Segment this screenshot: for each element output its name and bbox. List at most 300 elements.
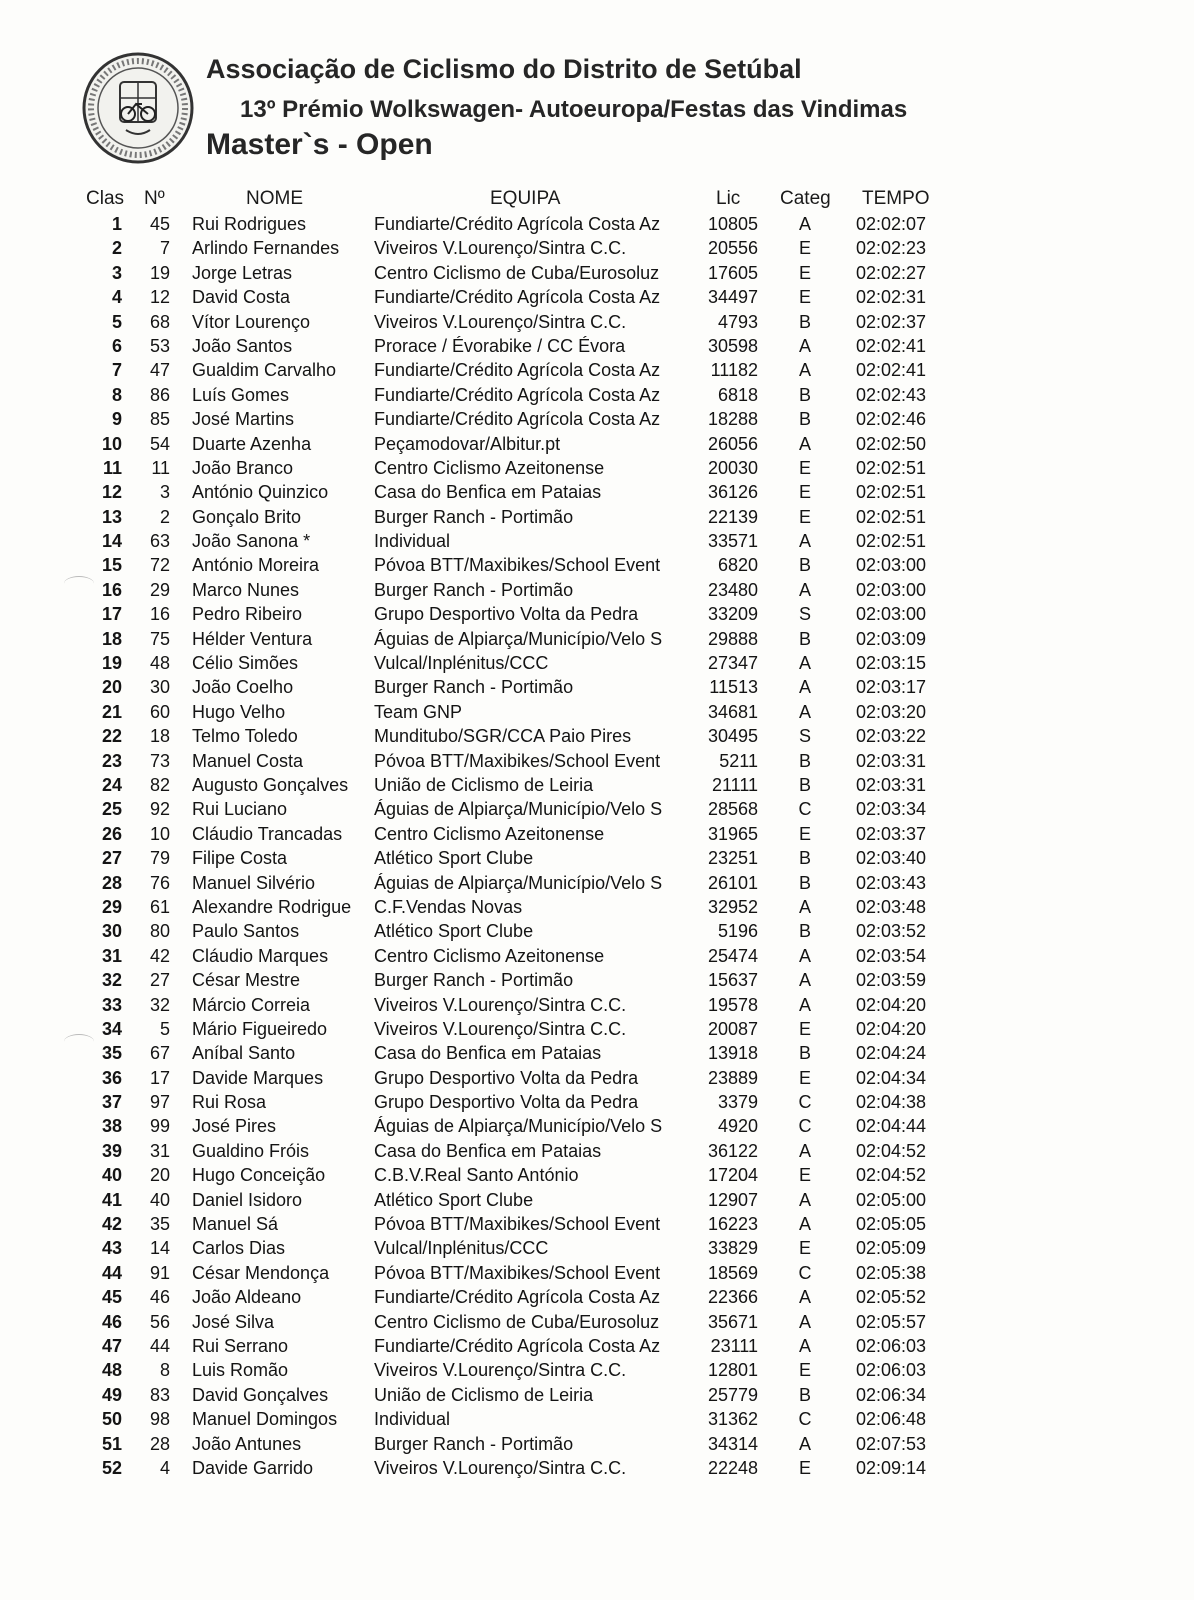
- table-row: [0, 919, 1194, 943]
- table-row: [0, 1261, 1194, 1285]
- cell-clas: 52: [101, 1457, 122, 1478]
- cell-equipa: Peçamodovar/Albitur.pt: [374, 433, 561, 454]
- table-row: [0, 700, 1194, 724]
- cell-tempo: 02:02:37: [856, 311, 927, 332]
- table-row: [0, 285, 1194, 309]
- cell-lic: 20087: [707, 1018, 758, 1039]
- cell-num: 20: [149, 1165, 170, 1186]
- cell-clas: 9: [111, 409, 122, 430]
- col-header-categ: Categ: [780, 188, 831, 209]
- cell-lic: 36126: [707, 482, 758, 503]
- cell-num: 10: [149, 823, 170, 844]
- col-header-num: Nº: [144, 188, 165, 209]
- table-row: [0, 480, 1194, 504]
- cell-lic: 23889: [707, 1067, 758, 1088]
- cell-lic: 5196: [717, 921, 758, 942]
- cell-tempo: 02:03:00: [856, 604, 927, 625]
- cell-num: 18: [149, 726, 170, 747]
- cell-clas: 11: [102, 457, 122, 478]
- cell-num: 54: [149, 433, 170, 454]
- table-row: [0, 993, 1194, 1017]
- cell-lic: 6818: [717, 384, 758, 405]
- cell-equipa: Fundiarte/Crédito Agrícola Costa Az: [374, 384, 661, 405]
- cell-categ: A: [798, 433, 811, 454]
- cell-clas: 29: [101, 896, 122, 917]
- table-row: [0, 1017, 1194, 1041]
- cell-clas: 10: [101, 433, 122, 454]
- cell-tempo: 02:03:09: [856, 628, 927, 649]
- table-row: [0, 1163, 1194, 1187]
- cell-categ: E: [798, 1360, 811, 1381]
- cell-nome: Davide Garrido: [192, 1457, 314, 1478]
- cell-categ: A: [798, 1433, 811, 1454]
- table-row: [0, 1236, 1194, 1260]
- cell-categ: A: [798, 360, 811, 381]
- cell-categ: B: [798, 311, 811, 332]
- cell-nome: Paulo Santos: [192, 921, 300, 942]
- cell-tempo: 02:02:41: [856, 360, 927, 381]
- cell-num: 53: [149, 335, 170, 356]
- cell-nome: João Branco: [192, 457, 294, 478]
- cell-equipa: Viveiros V.Lourenço/Sintra C.C.: [374, 238, 627, 259]
- cell-lic: 26101: [707, 872, 758, 893]
- cell-nome: Duarte Azenha: [192, 433, 312, 454]
- cell-lic: 21111: [711, 774, 758, 795]
- cell-nome: Davide Marques: [192, 1067, 324, 1088]
- cell-clas: 44: [101, 1262, 122, 1283]
- cell-nome: Rui Serrano: [192, 1335, 289, 1356]
- cell-clas: 32: [101, 970, 122, 991]
- cell-clas: 30: [101, 921, 122, 942]
- cell-num: 47: [149, 360, 170, 381]
- cell-lic: 30598: [707, 335, 758, 356]
- cell-clas: 2: [111, 238, 122, 259]
- cell-tempo: 02:04:52: [856, 1165, 927, 1186]
- cell-clas: 1: [111, 214, 122, 234]
- cell-categ: B: [798, 409, 811, 430]
- table-row: [0, 1334, 1194, 1358]
- cell-lic: 19578: [707, 994, 758, 1015]
- cell-lic: 16223: [707, 1214, 758, 1235]
- cell-clas: 23: [101, 750, 122, 771]
- cell-clas: 31: [101, 945, 122, 966]
- cell-nome: Manuel Costa: [192, 750, 304, 771]
- cell-num: 7: [159, 238, 170, 259]
- cell-lic: 25474: [707, 945, 758, 966]
- cell-categ: S: [798, 604, 811, 625]
- cell-tempo: 02:06:34: [856, 1384, 927, 1405]
- col-header-lic: Lic: [716, 188, 741, 209]
- results-table: [0, 212, 1194, 1480]
- cell-categ: A: [798, 1287, 811, 1308]
- cell-equipa: Vulcal/Inplénitus/CCC: [374, 1238, 549, 1259]
- cell-categ: A: [798, 653, 811, 674]
- cell-equipa: Viveiros V.Lourenço/Sintra C.C.: [374, 1457, 627, 1478]
- cell-lic: 12907: [707, 1189, 758, 1210]
- cell-clas: 43: [101, 1238, 122, 1259]
- cell-tempo: 02:06:03: [856, 1335, 927, 1356]
- cell-num: 86: [149, 384, 170, 405]
- cell-num: 80: [149, 921, 170, 942]
- cell-nome: David Gonçalves: [192, 1384, 329, 1405]
- table-row: [0, 1432, 1194, 1456]
- cell-tempo: 02:04:38: [856, 1092, 927, 1113]
- cell-categ: E: [798, 238, 811, 259]
- table-row: [0, 553, 1194, 577]
- cell-nome: Mário Figueiredo: [192, 1018, 328, 1039]
- cell-lic: 22139: [707, 506, 758, 527]
- cell-clas: 12: [101, 482, 122, 503]
- cell-clas: 7: [111, 360, 122, 381]
- cell-nome: João Sanona *: [192, 531, 311, 552]
- cell-clas: 46: [101, 1311, 122, 1332]
- cell-tempo: 02:03:54: [856, 945, 927, 966]
- cell-num: 61: [149, 896, 170, 917]
- cell-tempo: 02:02:23: [856, 238, 927, 259]
- table-row: [0, 578, 1194, 602]
- cell-equipa: Grupo Desportivo Volta da Pedra: [374, 604, 639, 625]
- cell-tempo: 02:03:43: [856, 872, 927, 893]
- cell-categ: E: [798, 1067, 811, 1088]
- category-title: Master`s - Open: [206, 128, 433, 161]
- cell-nome: Hugo Velho: [192, 701, 286, 722]
- cell-nome: António Quinzico: [192, 482, 329, 503]
- cell-num: 14: [149, 1238, 170, 1259]
- cell-tempo: 02:03:17: [856, 677, 927, 698]
- cell-num: 75: [149, 628, 170, 649]
- cell-nome: Rui Rosa: [192, 1092, 267, 1113]
- cell-clas: 40: [101, 1165, 122, 1186]
- cell-categ: A: [798, 531, 811, 552]
- cell-nome: Arlindo Fernandes: [192, 238, 340, 259]
- cell-num: 31: [149, 1140, 170, 1161]
- cell-lic: 20556: [707, 238, 758, 259]
- cell-categ: E: [798, 1165, 811, 1186]
- cell-nome: Manuel Domingos: [192, 1409, 338, 1430]
- cell-tempo: 02:02:43: [856, 384, 927, 405]
- table-row: [0, 334, 1194, 358]
- cell-equipa: Burger Ranch - Portimão: [374, 579, 574, 600]
- cell-categ: A: [798, 214, 811, 234]
- col-header-equipa: EQUIPA: [490, 188, 561, 209]
- cell-tempo: 02:03:37: [856, 823, 927, 844]
- table-row: [0, 1188, 1194, 1212]
- cell-num: 12: [149, 287, 170, 308]
- table-row: [0, 1066, 1194, 1090]
- cell-tempo: 02:02:51: [856, 457, 927, 478]
- cell-equipa: União de Ciclismo de Leiria: [374, 774, 594, 795]
- cell-tempo: 02:04:20: [856, 1018, 927, 1039]
- cell-equipa: Casa do Benfica em Pataias: [374, 1043, 602, 1064]
- cell-clas: 47: [101, 1335, 122, 1356]
- cell-categ: E: [798, 457, 811, 478]
- cell-tempo: 02:02:50: [856, 433, 927, 454]
- cell-categ: A: [798, 896, 811, 917]
- cell-nome: Célio Simões: [192, 653, 299, 674]
- cell-lic: 20030: [707, 457, 758, 478]
- cell-categ: B: [798, 628, 811, 649]
- cell-nome: José Martins: [192, 409, 295, 430]
- cell-equipa: Individual: [374, 1409, 451, 1430]
- cell-clas: 28: [101, 872, 122, 893]
- cell-num: 2: [159, 506, 170, 527]
- cell-categ: S: [798, 726, 811, 747]
- cell-equipa: Fundiarte/Crédito Agrícola Costa Az: [374, 1287, 661, 1308]
- cell-lic: 30495: [707, 726, 758, 747]
- cell-categ: A: [798, 677, 811, 698]
- cell-clas: 17: [101, 604, 122, 625]
- cell-categ: B: [798, 848, 811, 869]
- cell-categ: B: [798, 384, 811, 405]
- cell-equipa: Atlético Sport Clube: [374, 1189, 534, 1210]
- cell-lic: 18569: [707, 1262, 758, 1283]
- cell-lic: 34497: [707, 287, 758, 308]
- cell-lic: 28568: [707, 799, 758, 820]
- cell-num: 17: [149, 1067, 170, 1088]
- cell-lic: 35671: [707, 1311, 758, 1332]
- cell-clas: 50: [101, 1409, 122, 1430]
- event-title: 13º Prémio Wolkswagen- Autoeuropa/Festas das Vindimas: [240, 96, 908, 123]
- cell-equipa: Centro Ciclismo de Cuba/Eurosoluz: [374, 1311, 660, 1332]
- cell-categ: A: [798, 1311, 811, 1332]
- table-row: [0, 1090, 1194, 1114]
- cell-num: 3: [159, 482, 170, 503]
- cell-num: 35: [149, 1214, 170, 1235]
- table-row: [0, 358, 1194, 382]
- cell-equipa: Munditubo/SGR/CCA Paio Pires: [374, 726, 632, 747]
- cell-equipa: Viveiros V.Lourenço/Sintra C.C.: [374, 311, 627, 332]
- cell-num: 8: [159, 1360, 170, 1381]
- cell-equipa: Póvoa BTT/Maxibikes/School Event: [374, 555, 661, 576]
- cell-tempo: 02:03:48: [856, 896, 927, 917]
- cell-lic: 5211: [719, 750, 758, 771]
- table-row: [0, 749, 1194, 773]
- cell-tempo: 02:04:20: [856, 994, 927, 1015]
- cell-lic: 17605: [707, 262, 758, 283]
- association-seal-logo: [82, 52, 194, 164]
- cell-tempo: 02:04:44: [856, 1116, 927, 1137]
- cell-tempo: 02:02:31: [856, 287, 927, 308]
- cell-equipa: Viveiros V.Lourenço/Sintra C.C.: [374, 1018, 627, 1039]
- table-row: [0, 1114, 1194, 1138]
- cell-categ: C: [798, 1116, 812, 1137]
- table-row: [0, 1041, 1194, 1065]
- cell-num: 56: [149, 1311, 170, 1332]
- cell-equipa: Centro Ciclismo Azeitonense: [374, 457, 605, 478]
- cell-categ: A: [798, 1189, 811, 1210]
- cell-lic: 6820: [717, 555, 758, 576]
- col-header-clas: Clas: [86, 188, 125, 209]
- cell-equipa: Póvoa BTT/Maxibikes/School Event: [374, 750, 661, 771]
- cell-categ: C: [798, 1409, 812, 1430]
- table-row: [0, 261, 1194, 285]
- cell-num: 19: [149, 262, 170, 283]
- cell-nome: Rui Rodrigues: [192, 214, 307, 234]
- cell-tempo: 02:03:22: [856, 726, 927, 747]
- cell-tempo: 02:05:52: [856, 1287, 927, 1308]
- cell-nome: João Coelho: [192, 677, 294, 698]
- cell-equipa: Viveiros V.Lourenço/Sintra C.C.: [374, 1360, 627, 1381]
- cell-equipa: Fundiarte/Crédito Agrícola Costa Az: [374, 1335, 661, 1356]
- cell-lic: 4920: [717, 1116, 758, 1137]
- table-row: [0, 773, 1194, 797]
- cell-clas: 18: [101, 628, 122, 649]
- cell-num: 68: [149, 311, 170, 332]
- cell-num: 79: [149, 848, 170, 869]
- cell-num: 91: [149, 1262, 170, 1283]
- table-row: [0, 1139, 1194, 1163]
- cell-categ: E: [798, 262, 811, 283]
- cell-categ: C: [798, 1262, 812, 1283]
- cell-nome: José Silva: [192, 1311, 275, 1332]
- cell-lic: 31965: [707, 823, 758, 844]
- cell-categ: B: [798, 872, 811, 893]
- cell-lic: 34314: [707, 1433, 758, 1454]
- cell-tempo: 02:06:48: [856, 1409, 927, 1430]
- table-row: [0, 1285, 1194, 1309]
- cell-tempo: 02:09:14: [856, 1457, 927, 1478]
- cell-clas: 36: [101, 1067, 122, 1088]
- cell-clas: 22: [101, 726, 122, 747]
- table-row: [0, 675, 1194, 699]
- cell-num: 73: [149, 750, 170, 771]
- cell-clas: 13: [101, 506, 122, 527]
- cell-categ: B: [798, 1384, 811, 1405]
- cell-tempo: 02:02:27: [856, 262, 927, 283]
- cell-equipa: Burger Ranch - Portimão: [374, 506, 574, 527]
- cell-lic: 27347: [707, 653, 758, 674]
- cell-lic: 23480: [707, 579, 758, 600]
- cell-equipa: Atlético Sport Clube: [374, 921, 534, 942]
- cell-equipa: Casa do Benfica em Pataias: [374, 482, 602, 503]
- cell-nome: César Mendonça: [192, 1262, 330, 1283]
- cell-nome: Marco Nunes: [192, 579, 300, 600]
- cell-nome: Vítor Lourenço: [192, 311, 311, 332]
- table-row: [0, 1310, 1194, 1334]
- cell-tempo: 02:02:51: [856, 506, 927, 527]
- cell-equipa: Póvoa BTT/Maxibikes/School Event: [374, 1214, 661, 1235]
- cell-num: 30: [149, 677, 170, 698]
- cell-num: 63: [149, 531, 170, 552]
- cell-nome: António Moreira: [192, 555, 320, 576]
- cell-categ: B: [798, 1043, 811, 1064]
- table-row: [0, 846, 1194, 870]
- cell-nome: João Aldeano: [192, 1287, 302, 1308]
- cell-num: 40: [149, 1189, 170, 1210]
- cell-clas: 51: [101, 1433, 122, 1454]
- cell-num: 44: [149, 1335, 170, 1356]
- cell-equipa: Fundiarte/Crédito Agrícola Costa Az: [374, 360, 661, 381]
- table-row: [0, 212, 1194, 236]
- table-row: [0, 627, 1194, 651]
- cell-clas: 25: [101, 799, 122, 820]
- cell-equipa: Atlético Sport Clube: [374, 848, 534, 869]
- cell-num: 5: [159, 1018, 170, 1039]
- cell-nome: José Pires: [192, 1116, 277, 1137]
- cell-tempo: 02:04:52: [856, 1140, 927, 1161]
- cell-equipa: Centro Ciclismo de Cuba/Eurosoluz: [374, 262, 660, 283]
- cell-categ: A: [798, 994, 811, 1015]
- cell-tempo: 02:04:24: [856, 1043, 927, 1064]
- cell-lic: 25779: [707, 1384, 758, 1405]
- cell-lic: 26056: [707, 433, 758, 454]
- cell-tempo: 02:03:52: [856, 921, 927, 942]
- cell-nome: Gualdim Carvalho: [192, 360, 337, 381]
- cell-tempo: 02:06:03: [856, 1360, 927, 1381]
- cell-tempo: 02:05:05: [856, 1214, 927, 1235]
- cell-nome: Filipe Costa: [192, 848, 288, 869]
- cell-nome: João Santos: [192, 335, 293, 356]
- cell-clas: 6: [111, 335, 122, 356]
- cell-lic: 33571: [707, 531, 758, 552]
- table-row: [0, 383, 1194, 407]
- table-row: [0, 871, 1194, 895]
- cell-tempo: 02:05:00: [856, 1189, 927, 1210]
- table-row: [0, 1383, 1194, 1407]
- cell-lic: 12801: [707, 1360, 758, 1381]
- cell-categ: E: [798, 823, 811, 844]
- cell-clas: 21: [101, 701, 122, 722]
- cell-lic: 10805: [707, 214, 758, 234]
- cell-nome: Manuel Silvério: [192, 872, 316, 893]
- cell-nome: Jorge Letras: [192, 262, 293, 283]
- cell-clas: 48: [101, 1360, 122, 1381]
- cell-num: 99: [149, 1116, 170, 1137]
- cell-equipa: Grupo Desportivo Volta da Pedra: [374, 1092, 639, 1113]
- table-row: [0, 822, 1194, 846]
- cell-num: 85: [149, 409, 170, 430]
- cell-tempo: 02:05:38: [856, 1262, 927, 1283]
- cell-equipa: Centro Ciclismo Azeitonense: [374, 823, 605, 844]
- cell-nome: Daniel Isidoro: [192, 1189, 303, 1210]
- cell-nome: Telmo Toledo: [192, 726, 298, 747]
- cell-tempo: 02:03:59: [856, 970, 927, 991]
- cell-clas: 37: [101, 1092, 122, 1113]
- cell-lic: 18288: [707, 409, 758, 430]
- cell-nome: Pedro Ribeiro: [192, 604, 303, 625]
- cell-nome: David Costa: [192, 287, 291, 308]
- cell-tempo: 02:02:41: [856, 335, 927, 356]
- cell-num: 82: [149, 774, 170, 795]
- cell-nome: Rui Luciano: [192, 799, 288, 820]
- cell-categ: A: [798, 1335, 811, 1356]
- organization-title: Associação de Ciclismo do Distrito de Setúbal: [206, 54, 802, 84]
- cell-categ: B: [798, 555, 811, 576]
- table-row: [0, 407, 1194, 431]
- cell-nome: César Mestre: [192, 970, 301, 991]
- table-row: [0, 310, 1194, 334]
- table-row: [0, 968, 1194, 992]
- cell-categ: A: [798, 1214, 811, 1235]
- cell-categ: C: [798, 1092, 812, 1113]
- cell-categ: E: [798, 1457, 811, 1478]
- cell-clas: 39: [101, 1140, 122, 1161]
- cell-clas: 33: [101, 994, 122, 1015]
- cell-clas: 19: [101, 653, 122, 674]
- cell-clas: 8: [111, 384, 122, 405]
- cell-num: 11: [151, 457, 170, 478]
- cell-lic: 34681: [707, 701, 758, 722]
- table-row: [0, 602, 1194, 626]
- cell-tempo: 02:05:09: [856, 1238, 927, 1259]
- cell-nome: Cláudio Marques: [192, 945, 329, 966]
- cell-clas: 5: [111, 311, 122, 332]
- cell-num: 48: [149, 653, 170, 674]
- cell-lic: 3379: [717, 1092, 758, 1113]
- cell-lic: 15637: [707, 970, 758, 991]
- cell-lic: 23111: [710, 1335, 758, 1356]
- cell-equipa: Póvoa BTT/Maxibikes/School Event: [374, 1262, 661, 1283]
